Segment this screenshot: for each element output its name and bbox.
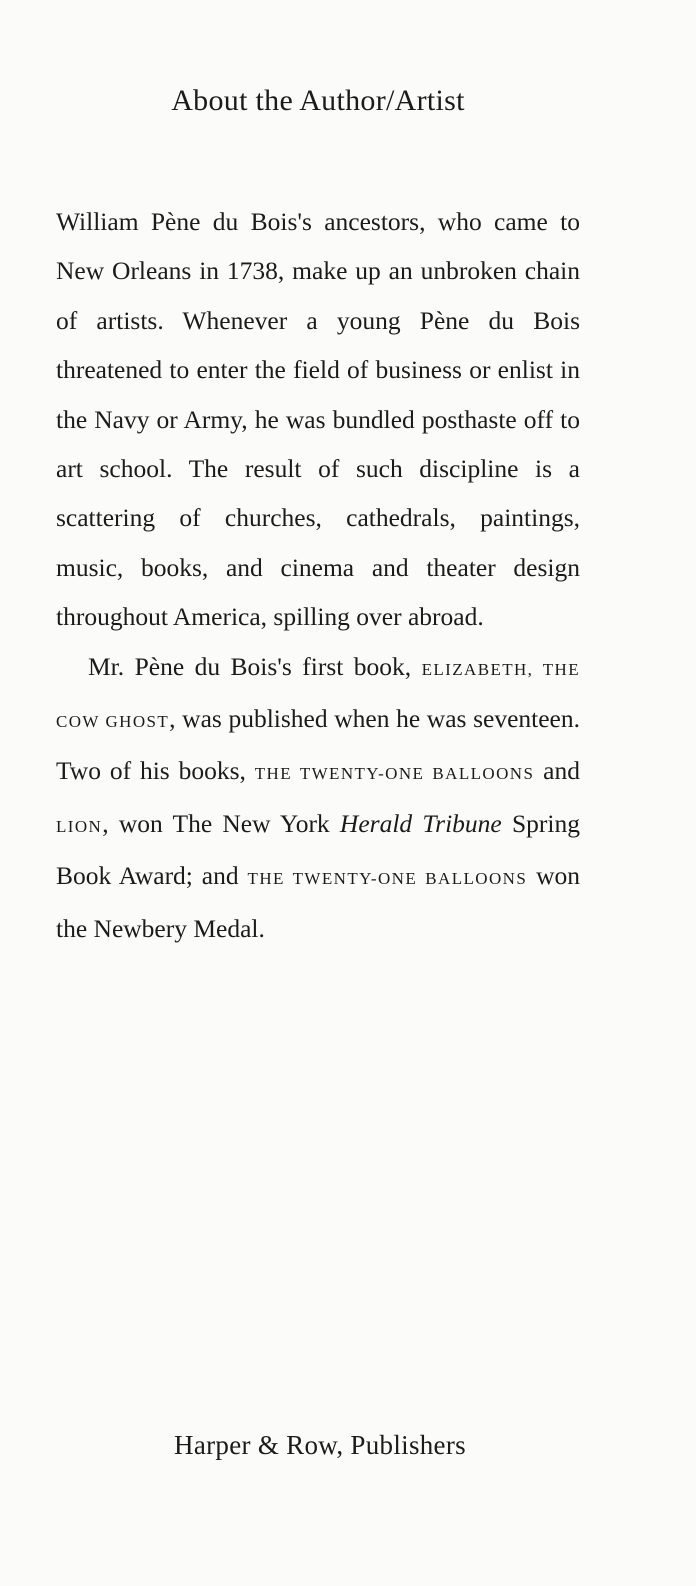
book-title: THE TWENTY-ONE BALLOONS	[254, 764, 535, 784]
bio-paragraph-1: William Pène du Bois's ancestors, who came to New Orleans in 1738, make up an unbroken chain of artists. Whenever a young Pène du Bois threatened to enter the field of business or enlist in the Navy or Army, he was bundled posthaste off to art school. The result of such discipline is a scattering of churches, cathedrals, paintings, music, books, and cinema and theater design throughout America, spilling over abroad.	[56, 207, 580, 632]
newspaper-name: Herald Tribune	[339, 808, 502, 838]
book-title: LION	[56, 816, 103, 836]
page-title: About the Author/Artist	[171, 84, 465, 117]
publisher-imprint: Harper & Row, Publishers	[174, 1430, 466, 1460]
bio-text: Spring Book Award; and	[56, 808, 581, 891]
book-title: THE TWENTY-ONE BALLOONS	[247, 869, 528, 889]
bio-text: won the Newbery Medal.	[56, 861, 580, 943]
author-bio	[56, 197, 580, 953]
bio-text: , was published when he was seventeen. Two of his books,	[56, 704, 581, 786]
bio-text: Mr. Pène du Bois's first book,	[88, 651, 422, 681]
bio-text: and	[534, 756, 580, 786]
bio-paragraph-2	[56, 642, 580, 953]
bio-text: , won The New York	[102, 808, 340, 838]
book-title: ELIZABETH, THE COW GHOST	[56, 659, 580, 732]
